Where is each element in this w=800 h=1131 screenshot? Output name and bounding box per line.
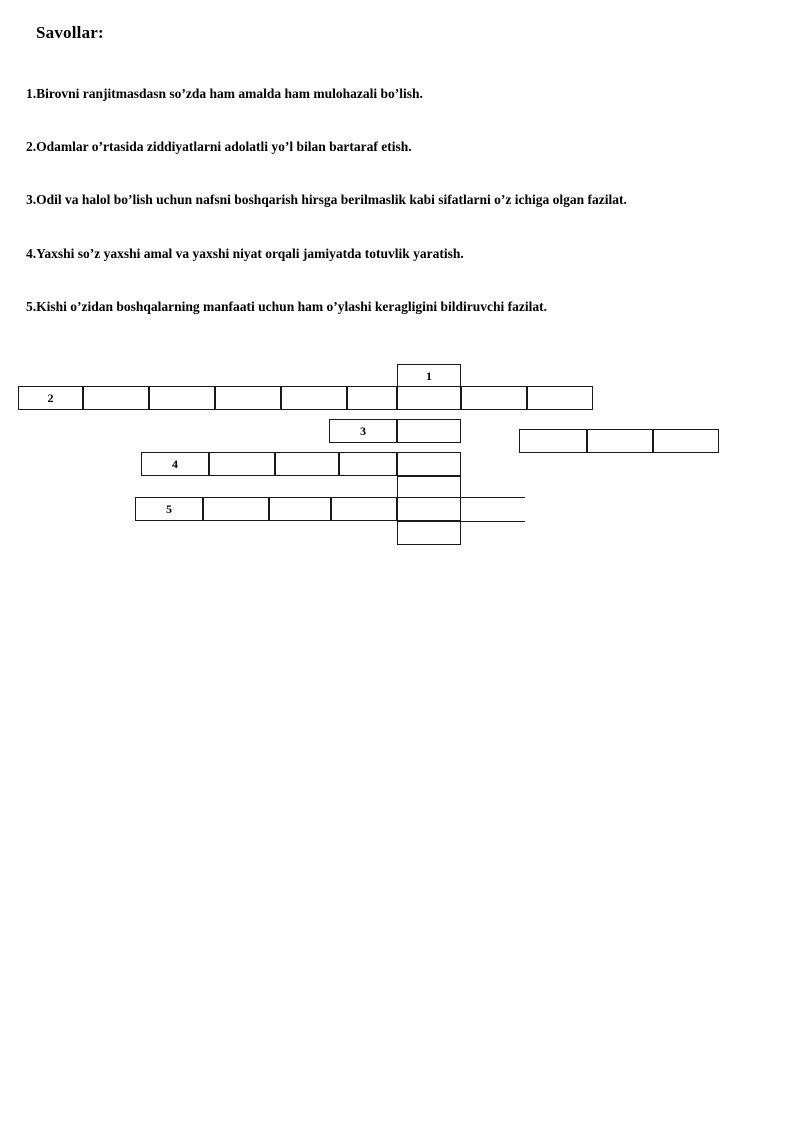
crossword-cell[interactable] — [397, 521, 461, 545]
crossword-cell[interactable] — [215, 386, 281, 410]
crossword-cell-number: 4 — [172, 457, 178, 471]
question-item: 5.Kishi o’zidan boshqalarning manfaati uchun ham o’ylashi keragligini bildiruvchi fazilat. — [26, 298, 547, 314]
page-title: Savollar: — [36, 23, 104, 42]
question-item: 1.Birovni ranjitmasdasn so’zda ham amalda ham mulohazali bo’lish. — [26, 86, 423, 101]
crossword-cell-numbered[interactable] — [141, 452, 209, 476]
crossword-cell[interactable] — [83, 386, 149, 410]
crossword-cell[interactable] — [331, 497, 397, 521]
crossword-cell-number: 1 — [426, 369, 432, 383]
crossword-cell[interactable] — [519, 429, 587, 453]
crossword-cell[interactable] — [397, 452, 461, 476]
crossword-cell-number: 5 — [166, 502, 172, 516]
question-item: 4.Yaxshi so’z yaxshi amal va yaxshi niyat orqali jamiyatda totuvlik yaratish. — [26, 245, 464, 261]
crossword-cell[interactable] — [203, 497, 269, 521]
crossword-open-line — [461, 521, 525, 522]
questions-list — [26, 86, 766, 352]
crossword-cell[interactable] — [397, 497, 461, 521]
crossword-cell[interactable] — [347, 386, 397, 410]
crossword-open-line — [461, 497, 525, 498]
question-item: 3.Odil va halol bo’lish uchun nafsni boshqarish hirsga berilmaslik kabi sifatlarni o’z ichiga olgan fazilat. — [26, 192, 627, 208]
crossword-cell-number: 2 — [47, 391, 54, 405]
crossword-cell[interactable] — [653, 429, 719, 453]
crossword-cell-numbered[interactable] — [18, 386, 83, 410]
crossword-cell[interactable] — [527, 386, 593, 410]
crossword-cell[interactable] — [461, 386, 527, 410]
crossword-cell[interactable] — [209, 452, 275, 476]
crossword-cell[interactable] — [269, 497, 331, 521]
crossword-cell[interactable] — [275, 452, 339, 476]
crossword-cell[interactable] — [149, 386, 215, 410]
crossword-cell-numbered[interactable] — [135, 497, 203, 521]
crossword-cell[interactable] — [397, 386, 461, 410]
crossword-cell[interactable] — [281, 386, 347, 410]
question-item: 2.Odamlar o’rtasida ziddiyatlarni adolatli yo’l bilan bartaraf etish. — [26, 139, 412, 155]
crossword-cell-number: 3 — [360, 424, 366, 438]
crossword-cell-numbered[interactable] — [397, 364, 461, 388]
crossword-cell[interactable] — [397, 419, 461, 443]
crossword-cell[interactable] — [339, 452, 397, 476]
crossword-cell[interactable] — [587, 429, 653, 453]
crossword-cell-numbered[interactable] — [329, 419, 397, 443]
